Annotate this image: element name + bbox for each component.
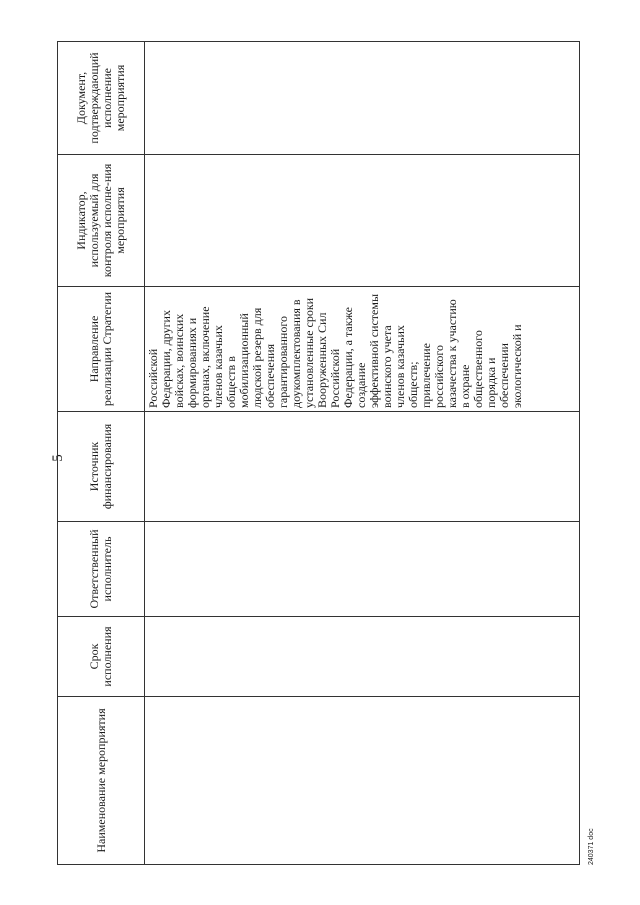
direction-text-line: порядка и: [484, 357, 498, 408]
page-number: 5: [50, 454, 66, 462]
direction-text-line: обществ в: [224, 356, 238, 408]
direction-text-line: Вооруженных Сил: [315, 312, 329, 408]
document-code: 240371 doc: [588, 828, 595, 865]
direction-text-line: обеспечении: [497, 343, 511, 408]
header-deadline: Срок исполнения: [58, 617, 145, 697]
cell-funding-source: [145, 412, 580, 522]
direction-text-line: в охране: [458, 364, 472, 408]
cell-document: [145, 42, 580, 155]
cell-indicator: [145, 155, 580, 287]
direction-text-line: войсках, воинских: [172, 313, 186, 408]
direction-text-line: Российской: [328, 348, 342, 408]
header-strategy-direction: Направление реализации Стратегии: [58, 287, 145, 412]
direction-text-line: членов казачьих: [211, 325, 225, 408]
direction-text-line: обществ;: [406, 361, 420, 408]
cell-activity-name: [145, 697, 580, 865]
direction-text-line: экологической и: [510, 324, 524, 408]
direction-text-line: формированиях и: [185, 317, 199, 408]
direction-text-line: обеспечения: [263, 343, 277, 408]
table-header-row: [58, 42, 145, 865]
direction-text-line: создание: [354, 362, 368, 408]
direction-text-line: гарантированного: [276, 316, 290, 408]
direction-text-line: российского: [432, 345, 446, 408]
direction-text-line: доукомплектования в: [289, 299, 303, 408]
direction-text-line: членов казачьих: [393, 325, 407, 408]
header-document: Документ, подтверждающий исполнение мероприятия: [58, 42, 145, 155]
direction-text-line: установленные сроки: [302, 297, 316, 408]
cell-strategy-direction: [145, 287, 580, 412]
direction-text-line: Российской: [146, 348, 160, 408]
direction-text-line: эффективной системы: [367, 293, 381, 408]
direction-text-line: воинского учета: [380, 325, 394, 408]
header-funding-source: Источник финансирования: [58, 412, 145, 522]
direction-text-line: общественного: [471, 330, 485, 408]
direction-text-line: Федерации, а также: [341, 306, 355, 408]
header-activity-name: Наименование мероприятия: [58, 697, 145, 865]
direction-text-line: казачества к участию: [445, 299, 459, 408]
cell-deadline: [145, 617, 580, 697]
header-responsible: Ответственный исполнитель: [58, 522, 145, 617]
activities-table: [57, 41, 580, 865]
direction-text-line: органах, включение: [198, 306, 212, 408]
direction-text-line: людской резерв для: [250, 307, 264, 408]
header-indicator: Индикатор, используемый для контроля исполне-ния мероприятия: [58, 155, 145, 287]
direction-text-line: мобилизационный: [237, 313, 251, 408]
table-row: [145, 42, 580, 865]
direction-text-line: привлечение: [419, 343, 433, 408]
direction-text-line: Федерации, других: [159, 310, 173, 408]
cell-responsible: [145, 522, 580, 617]
